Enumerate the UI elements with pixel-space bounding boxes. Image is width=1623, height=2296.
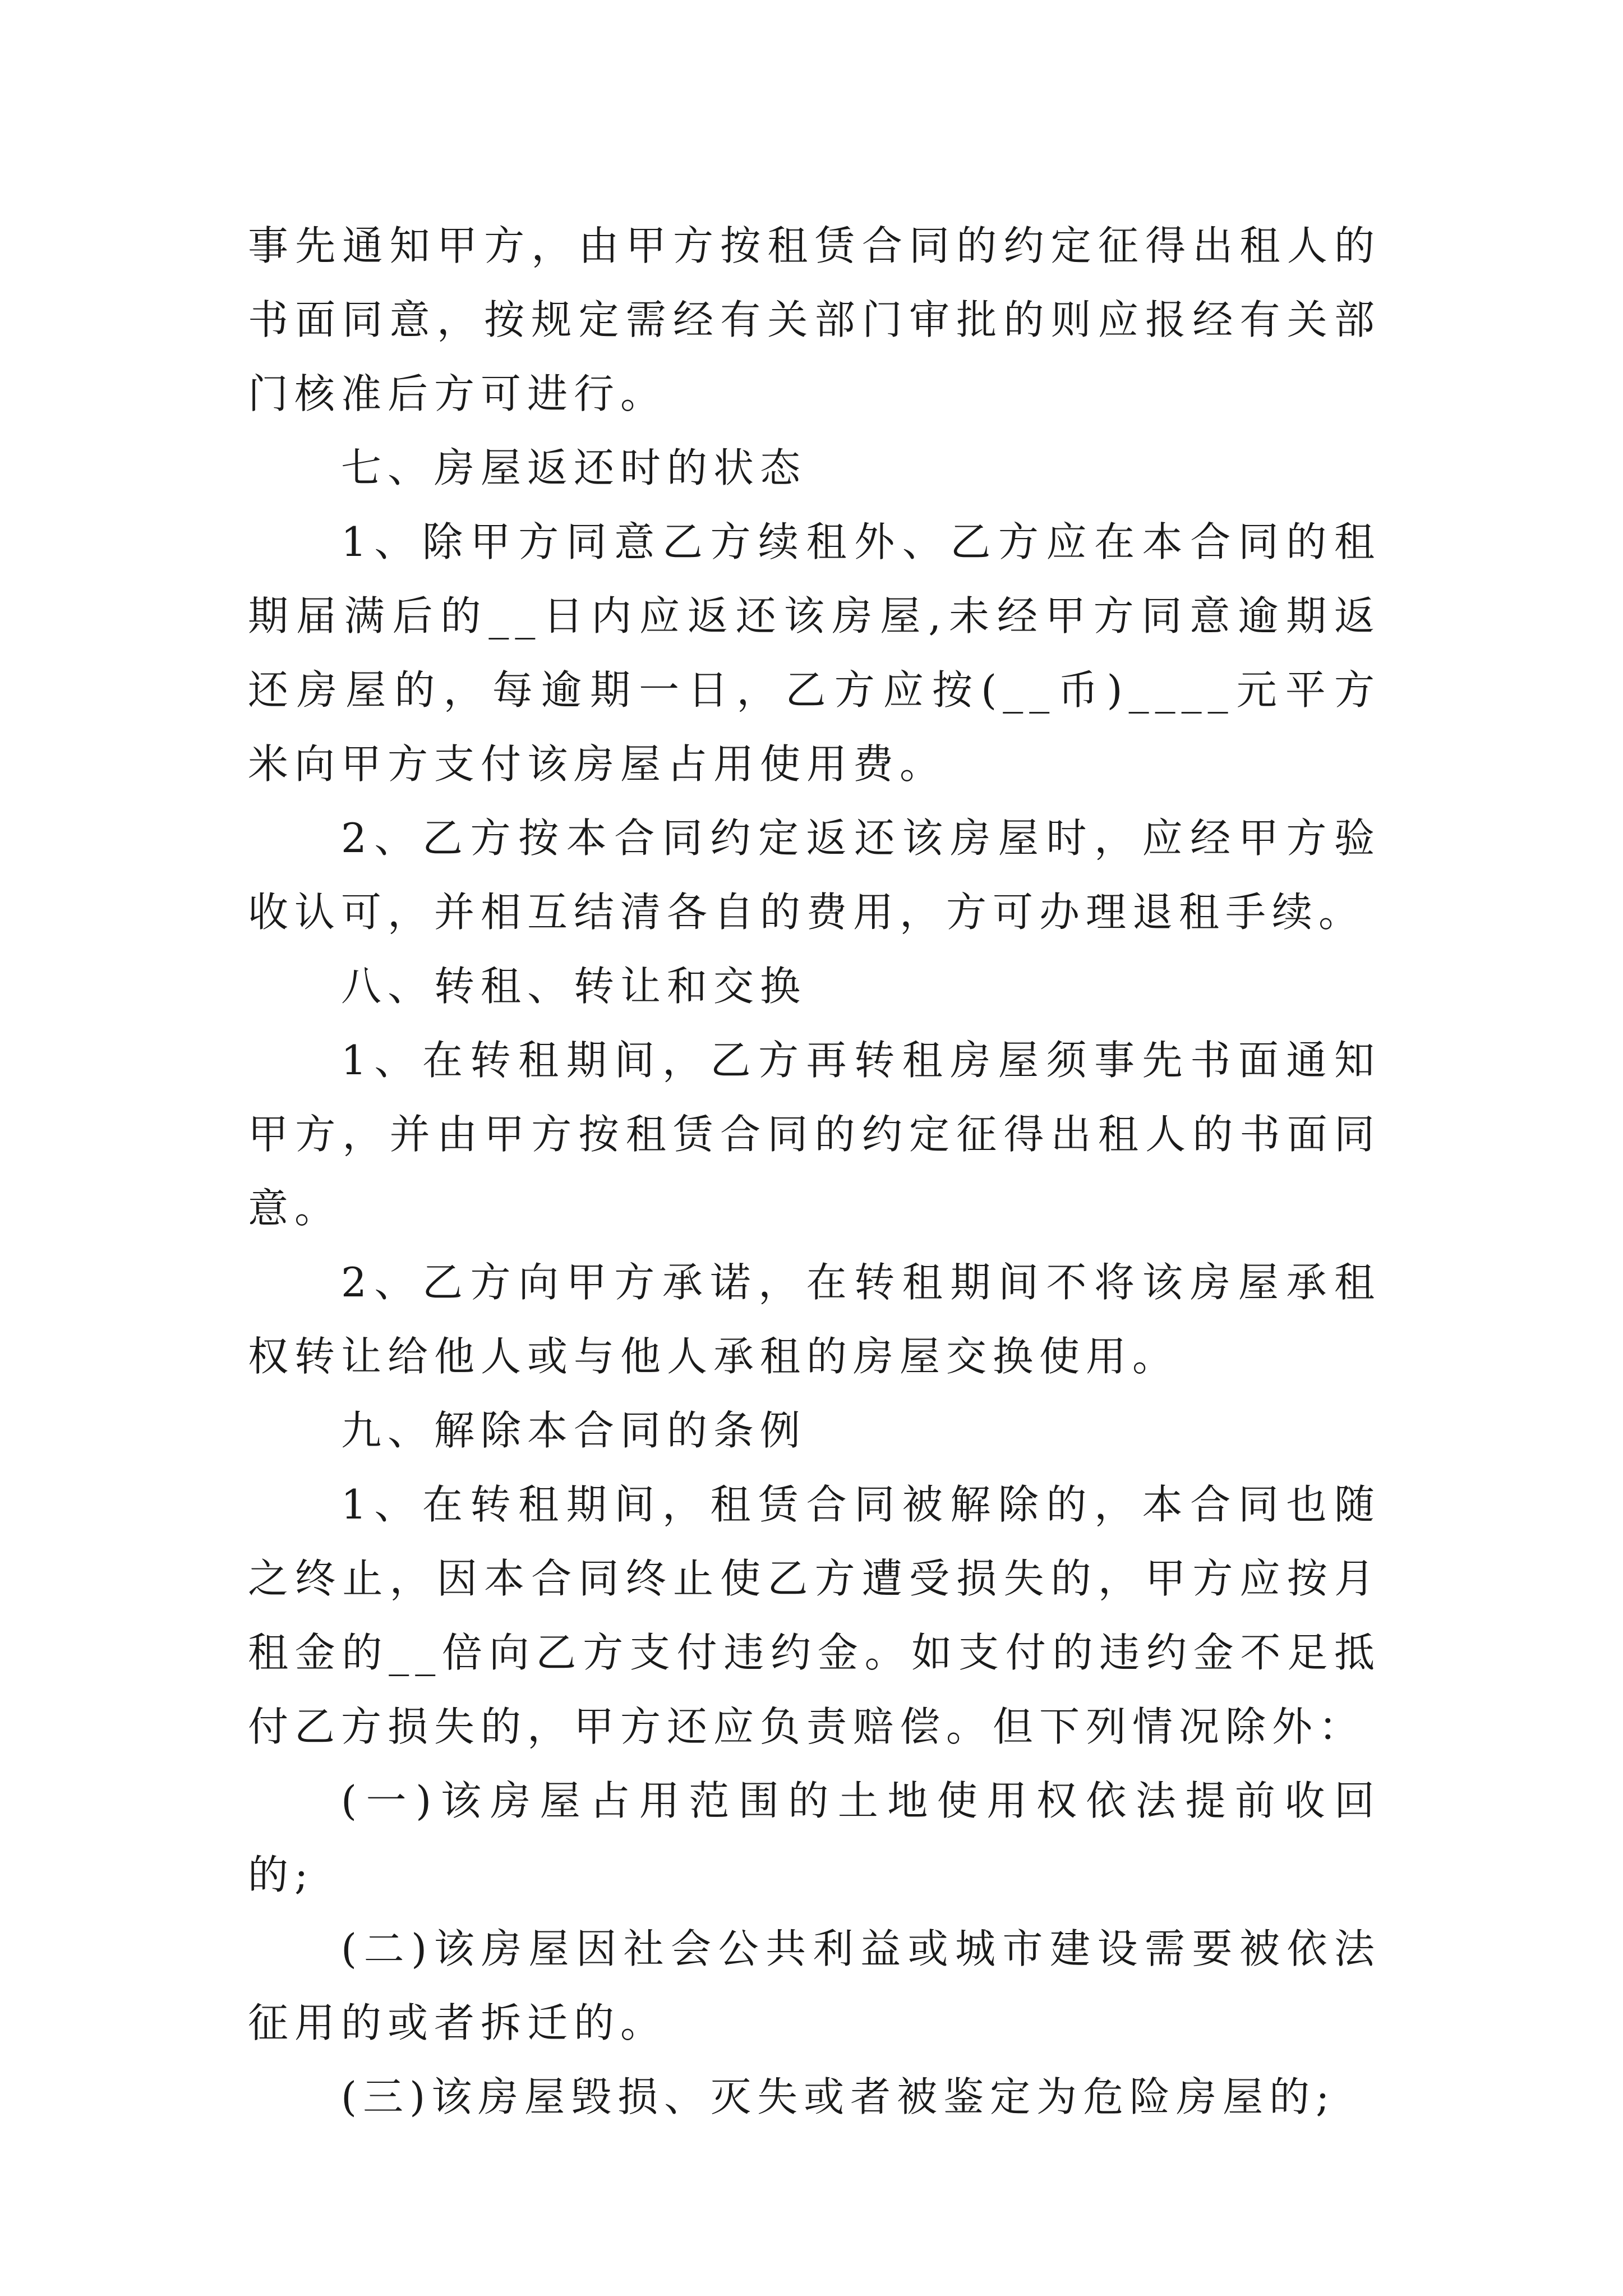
- clause-8-1: 1、在转租期间，乙方再转租房屋须事先书面通知甲方，并由甲方按租赁合同的约定征得出租人的书面同意。: [248, 1037, 1381, 1232]
- clause-9-1: 1、在转租期间，租赁合同被解除的，本合同也随之终止，因本合同终止使乙方遭受损失的，甲方应按月租金的__倍向乙方支付违约金。如支付的违约金不足抵付乙方损失的，甲方还应负责赔偿。但下列情况除外：: [248, 1481, 1381, 1750]
- clause-7-2: 2、乙方按本合同约定返还该房屋时，应经甲方验收认可，并相互结清各自的费用，方可办理退租手续。: [248, 815, 1381, 936]
- paragraph-continuation: 事先通知甲方，由甲方按租赁合同的约定征得出租人的书面同意，按规定需经有关部门审批的则应报经有关部门核准后方可进行。: [248, 222, 1381, 417]
- section-heading-8: 八、转租、转让和交换: [341, 963, 807, 1010]
- clause-7-1: 1、除甲方同意乙方续租外、乙方应在本合同的租期届满后的__日内应返还该房屋,未经甲方同意逾期返还房屋的，每逾期一日，乙方应按(__币)____元平方米向甲方支付该房屋占用使用费。: [248, 518, 1381, 788]
- clause-9-item-3: (三)该房屋毁损、灭失或者被鉴定为危险房屋的;: [341, 2073, 1336, 2120]
- document-body: [248, 209, 1381, 2134]
- section-heading-9: 九、解除本合同的条例: [341, 1407, 807, 1454]
- clause-9-item-1: (一)该房屋占用范围的土地使用权依法提前收回的;: [248, 1777, 1381, 1898]
- section-heading-7: 七、房屋返还时的状态: [341, 444, 807, 491]
- clause-8-2: 2、乙方向甲方承诺，在转租期间不将该房屋承租权转让给他人或与他人承租的房屋交换使用。: [248, 1259, 1381, 1380]
- clause-9-item-2: (二)该房屋因社会公共利益或城市建设需要被依法征用的或者拆迁的。: [248, 1925, 1381, 2046]
